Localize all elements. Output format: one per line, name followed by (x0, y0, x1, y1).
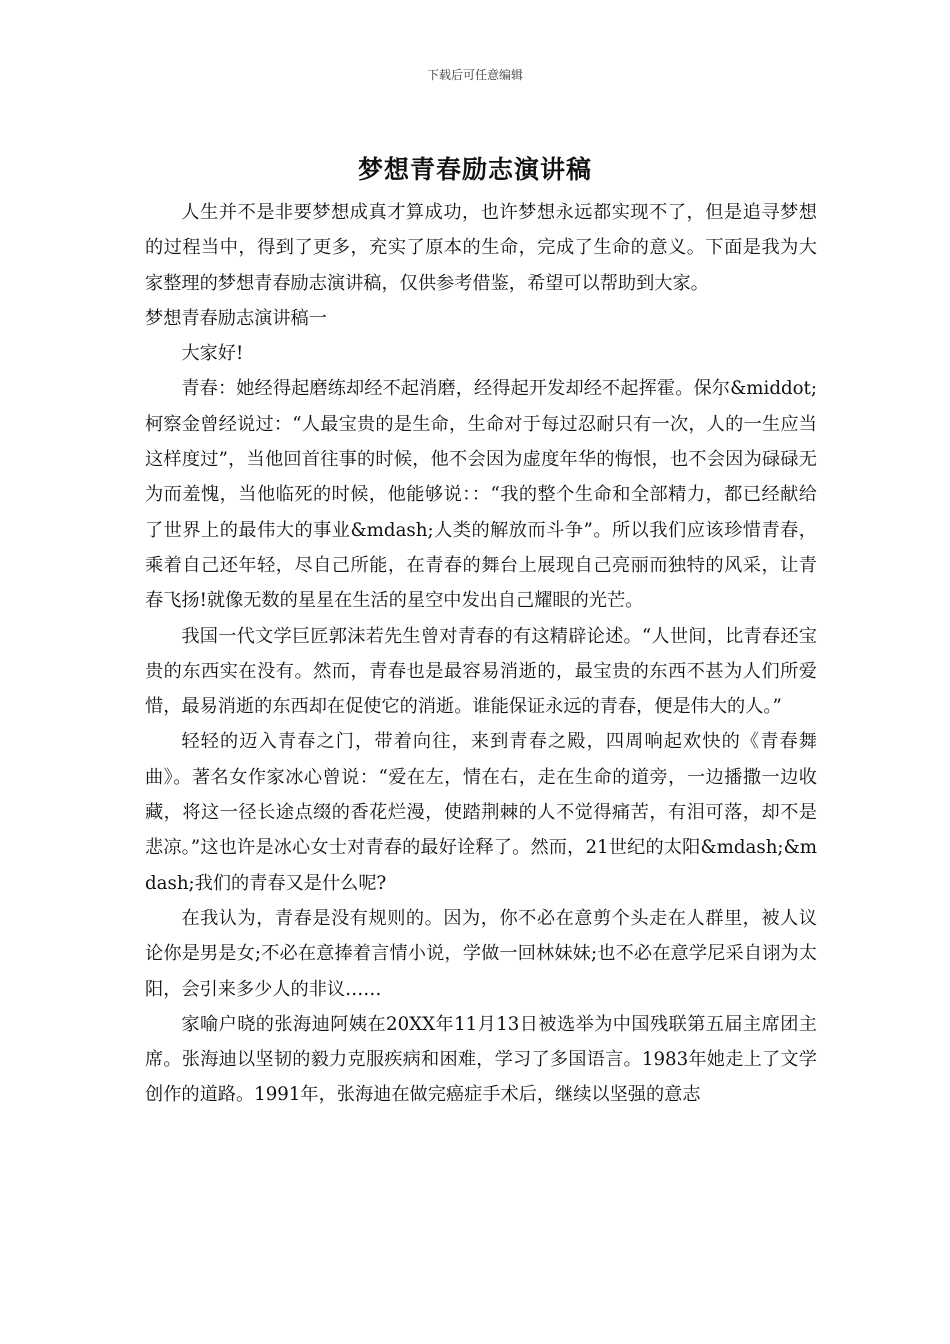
document-body (145, 195, 817, 1113)
body-paragraph: 轻轻的迈入青春之门，带着向往，来到青春之殿，四周响起欢快的《青春舞曲》。著名女作家冰心曾说：“爱在左，情在右，走在生命的道旁，一边播撒一边收藏，将这一径长途点缀的香花烂漫，使踏荆棘的人不觉得痛苦，有泪可落，却不是悲凉。”这也许是冰心女士对青春的最好诠释了。然而，21世纪的太阳&mdash;&mdash;我们的青春又是什么呢? (145, 731, 817, 894)
intro-paragraph: 人生并不是非要梦想成真才算成功，也许梦想永远都实现不了，但是追寻梦想的过程当中，得到了更多，充实了原本的生命，完成了生命的意义。下面是我为大家整理的梦想青春励志演讲稿，仅供参考借鉴，希望可以帮助到大家。 (145, 202, 817, 294)
body-paragraph: 在我认为，青春是没有规则的。因为，你不必在意剪个头走在人群里，被人议论你是男是女;不必在意捧着言情小说，学做一回林妹妹;也不必在意学尼采自诩为太阳，会引来多少人的非议…… (145, 907, 817, 1000)
body-paragraph: 青春：她经得起磨练却经不起消磨，经得起开发却经不起挥霍。保尔&middot;柯察金曾经说过：“人最宝贵的是生命，生命对于每过忍耐只有一次，人的一生应当这样度过”，当他回首往事的时候，他不会因为虚度年华的悔恨，也不会因为碌碌无为而羞愧，当他临死的时候，他能够说：：“我的整个生命和全部精力，都已经献给了世界上的最伟大的事业&mdash;人类的解放而斗争”。所以我们应该珍惜青春，乘着自己还年轻，尽自己所能，在青春的舞台上展现自己亮丽而独特的风采，让青春飞扬!就像无数的星星在生活的星空中发出自己耀眼的光芒。 (145, 378, 817, 612)
greeting-paragraph: 大家好! (181, 343, 244, 365)
header-note: 下载后可任意编辑 (426, 68, 523, 82)
body-paragraph: 我国一代文学巨匠郭沫若先生曾对青春的有这精辟论述。“人世间，比青春还宝贵的东西实在没有。然而，青春也是最容易消逝的，最宝贵的东西不甚为人们所爱惜，最易消逝的东西却在促使它的消逝。谁能保证永远的青春，便是伟大的人。” (145, 625, 817, 718)
document-title: 梦想青春励志演讲稿 (357, 155, 592, 184)
body-paragraph: 家喻户晓的张海迪阿姨在20XX年11月13日被选举为中国残联第五届主席团主席。张海迪以坚韧的毅力克服疾病和困难，学习了多国语言。1983年她走上了文学创作的道路。1991年，张海迪在做完癌症手术后，继续以坚强的意志 (145, 1013, 817, 1106)
section-heading: 梦想青春励志演讲稿一 (145, 307, 327, 329)
